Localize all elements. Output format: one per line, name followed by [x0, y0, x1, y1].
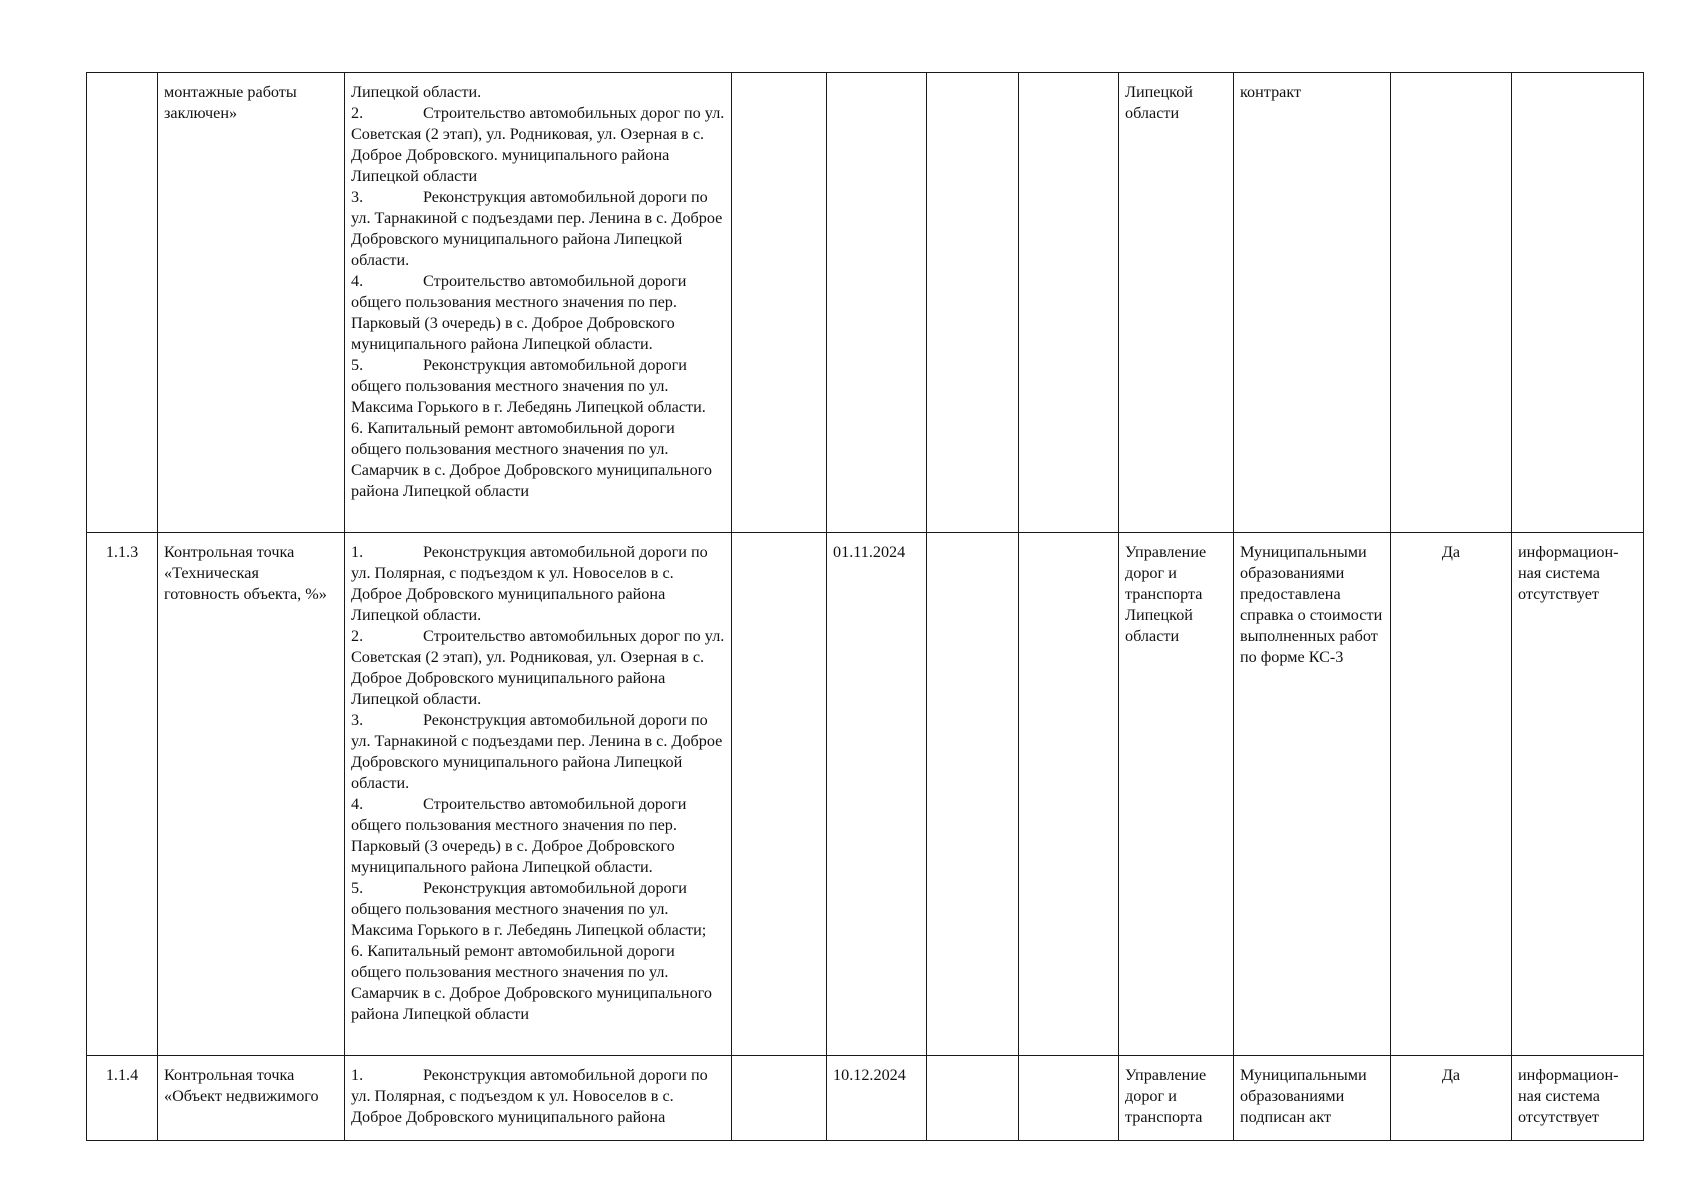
document-cell: Муниципальными образованиями подписан акт — [1234, 1056, 1391, 1141]
list-item: 4. Строительство автомобильной дороги общего пользования местного значения по пер. Парковый (3 очередь) в с. Доброе Добровского муниципального района Липецкой области. — [351, 272, 687, 353]
control-points-table — [86, 72, 1644, 1141]
list-item: 6. Капитальный ремонт автомобильной дороги общего пользования местного значения по ул. Самарчик в с. Доброе Добровского муниципального района Липецкой области — [351, 419, 712, 500]
objects-intro: Липецкой области. — [351, 83, 482, 101]
system-cell: информацион-ная система отсутствует — [1512, 533, 1644, 1056]
row-number: 1.1.3 — [87, 533, 158, 1056]
flag-cell: Да — [1391, 1056, 1512, 1141]
table-row — [87, 533, 1644, 1056]
date-cell: 01.11.2024 — [827, 533, 927, 1056]
table-row — [87, 73, 1644, 533]
list-item: 3. Реконструкция автомобильной дороги по ул. Тарнакиной с подъездами пер. Ленина в с. Доброе Добровского муниципального района Липецкой области. — [351, 711, 723, 792]
list-item: 2. Строительство автомобильных дорог по ул. Советская (2 этап), ул. Родниковая, ул. Озерная в с. Доброе Добровского. муниципального района Липецкой области — [351, 104, 725, 185]
empty-cell — [1019, 73, 1119, 533]
row-number — [87, 73, 158, 533]
list-item: 3. Реконструкция автомобильной дороги по ул. Тарнакиной с подъездами пер. Ленина в с. Доброе Добровского муниципального района Липецкой области. — [351, 188, 723, 269]
list-item: 1. Реконструкция автомобильной дороги по ул. Полярная, с подъездом к ул. Новоселов в с. Доброе Добровского муниципального района — [351, 1066, 708, 1126]
event-name: монтажные работы заключен» — [158, 73, 345, 533]
event-name: Контрольная точка «Объект недвижимого — [158, 1056, 345, 1141]
date-cell: 10.12.2024 — [827, 1056, 927, 1141]
list-item: 2. Строительство автомобильных дорог по ул. Советская (2 этап), ул. Родниковая, ул. Озерная в с. Доброе Добровского муниципального района Липецкой области. — [351, 627, 725, 708]
empty-cell — [732, 73, 827, 533]
list-item: 1. Реконструкция автомобильной дороги по ул. Полярная, с подъездом к ул. Новоселов в с. Доброе Добровского муниципального района Липецкой области. — [351, 543, 708, 624]
objects-list — [345, 533, 732, 1056]
responsible-cell: Управление дорог и транспорта — [1119, 1056, 1234, 1141]
flag-cell: Да — [1391, 533, 1512, 1056]
document-cell: контракт — [1234, 73, 1391, 533]
row-number: 1.1.4 — [87, 1056, 158, 1141]
empty-cell — [732, 533, 827, 1056]
objects-list — [345, 1056, 732, 1141]
empty-cell — [1019, 1056, 1119, 1141]
list-item: 4. Строительство автомобильной дороги общего пользования местного значения по пер. Парковый (3 очередь) в с. Доброе Добровского муниципального района Липецкой области. — [351, 795, 687, 876]
list-item: 6. Капитальный ремонт автомобильной дороги общего пользования местного значения по ул. Самарчик в с. Доброе Добровского муниципального района Липецкой области — [351, 942, 712, 1023]
flag-cell — [1391, 73, 1512, 533]
empty-cell — [927, 1056, 1019, 1141]
empty-cell — [927, 533, 1019, 1056]
table-row — [87, 1056, 1644, 1141]
objects-list — [345, 73, 732, 533]
responsible-cell: Липецкой области — [1119, 73, 1234, 533]
system-cell — [1512, 73, 1644, 533]
list-item: 5. Реконструкция автомобильной дороги общего пользования местного значения по ул. Максима Горького в г. Лебедянь Липецкой области. — [351, 356, 706, 416]
document-cell: Муниципальными образованиями предоставлена справка о стоимости выполненных работ по форме КС-3 — [1234, 533, 1391, 1056]
empty-cell — [927, 73, 1019, 533]
system-cell: информацион-ная система отсутствует — [1512, 1056, 1644, 1141]
empty-cell — [732, 1056, 827, 1141]
event-name: Контрольная точка «Техническая готовность объекта, %» — [158, 533, 345, 1056]
responsible-cell: Управление дорог и транспорта Липецкой области — [1119, 533, 1234, 1056]
empty-cell — [1019, 533, 1119, 1056]
list-item: 5. Реконструкция автомобильной дороги общего пользования местного значения по ул. Максима Горького в г. Лебедянь Липецкой области; — [351, 879, 707, 939]
date-cell — [827, 73, 927, 533]
